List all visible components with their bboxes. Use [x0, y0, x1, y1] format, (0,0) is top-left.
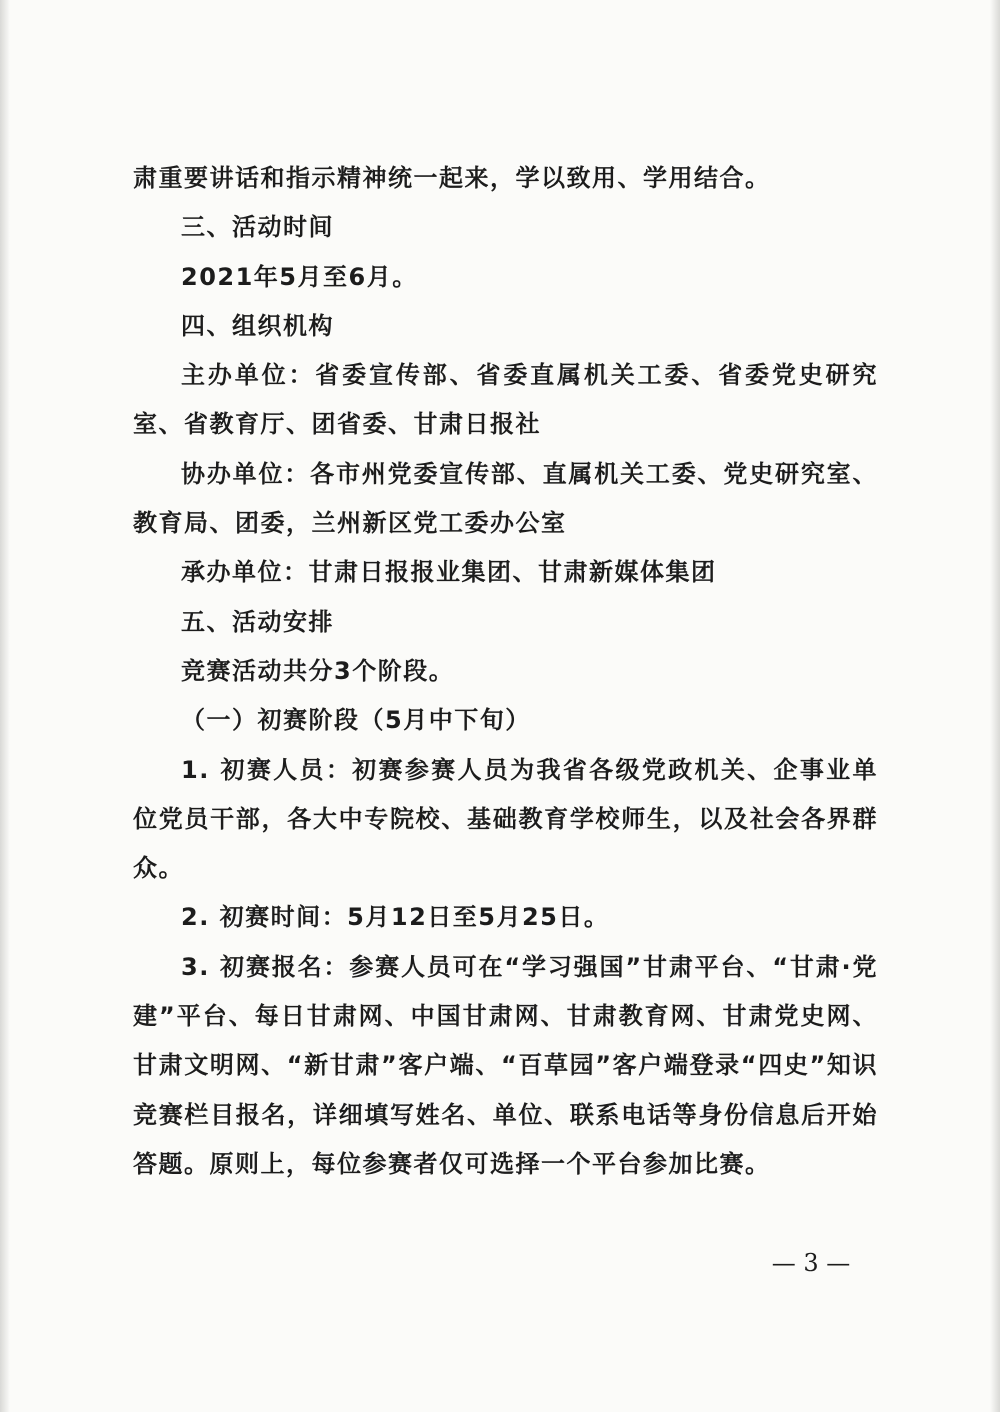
page-left-edge-shadow [0, 0, 10, 1412]
document-body [133, 154, 878, 1189]
paragraph-preliminary-participants: 1. 初赛人员：初赛参赛人员为我省各级党政机关、企事业单位党员干部，各大中专院校、基础教育学校师生，以及社会各界群众。 [133, 755, 878, 883]
paragraph-preliminary-registration: 3. 初赛报名：参赛人员可在“学习强国”甘肃平台、“甘肃·党建”平台、每日甘肃网、中国甘肃网、甘肃教育网、甘肃党史网、甘肃文明网、“新甘肃”客户端、“百草园”客户端登录“四史”知识竞赛栏目报名，详细填写姓名、单位、联系电话等身份信息后开始答题。原则上，每位参赛者仅可选择一个平台参加比赛。 [133, 952, 878, 1178]
section-heading-activity-time: 三、活动时间 [181, 213, 334, 242]
paragraph-continuation: 肃重要讲话和指示精神统一起来，学以致用、学用结合。 [133, 164, 771, 192]
section-heading-organization: 四、组织机构 [181, 311, 334, 340]
paragraph-co-host-units: 协办单位：各市州党委宣传部、直属机关工委、党史研究室、教育局、团委，兰州新区党工委办公室 [133, 459, 878, 538]
paragraph-organizer-units: 承办单位：甘肃日报报业集团、甘肃新媒体集团 [181, 558, 717, 587]
section-heading-arrangement: 五、活动安排 [181, 607, 334, 636]
page-number: — 3 — [771, 1249, 851, 1277]
paragraph-preliminary-time: 2. 初赛时间：5月12日至5月25日。 [181, 903, 610, 932]
subheading-preliminary-stage: （一）初赛阶段（5月中下旬） [181, 706, 531, 735]
paragraph-activity-dates: 2021年5月至6月。 [181, 262, 418, 291]
paragraph-host-units: 主办单位：省委宣传部、省委直属机关工委、省委党史研究室、省教育厅、团省委、甘肃日报社 [133, 361, 878, 439]
paragraph-stages: 竞赛活动共分3个阶段。 [181, 656, 455, 685]
page-right-edge-shadow [990, 0, 1000, 1412]
